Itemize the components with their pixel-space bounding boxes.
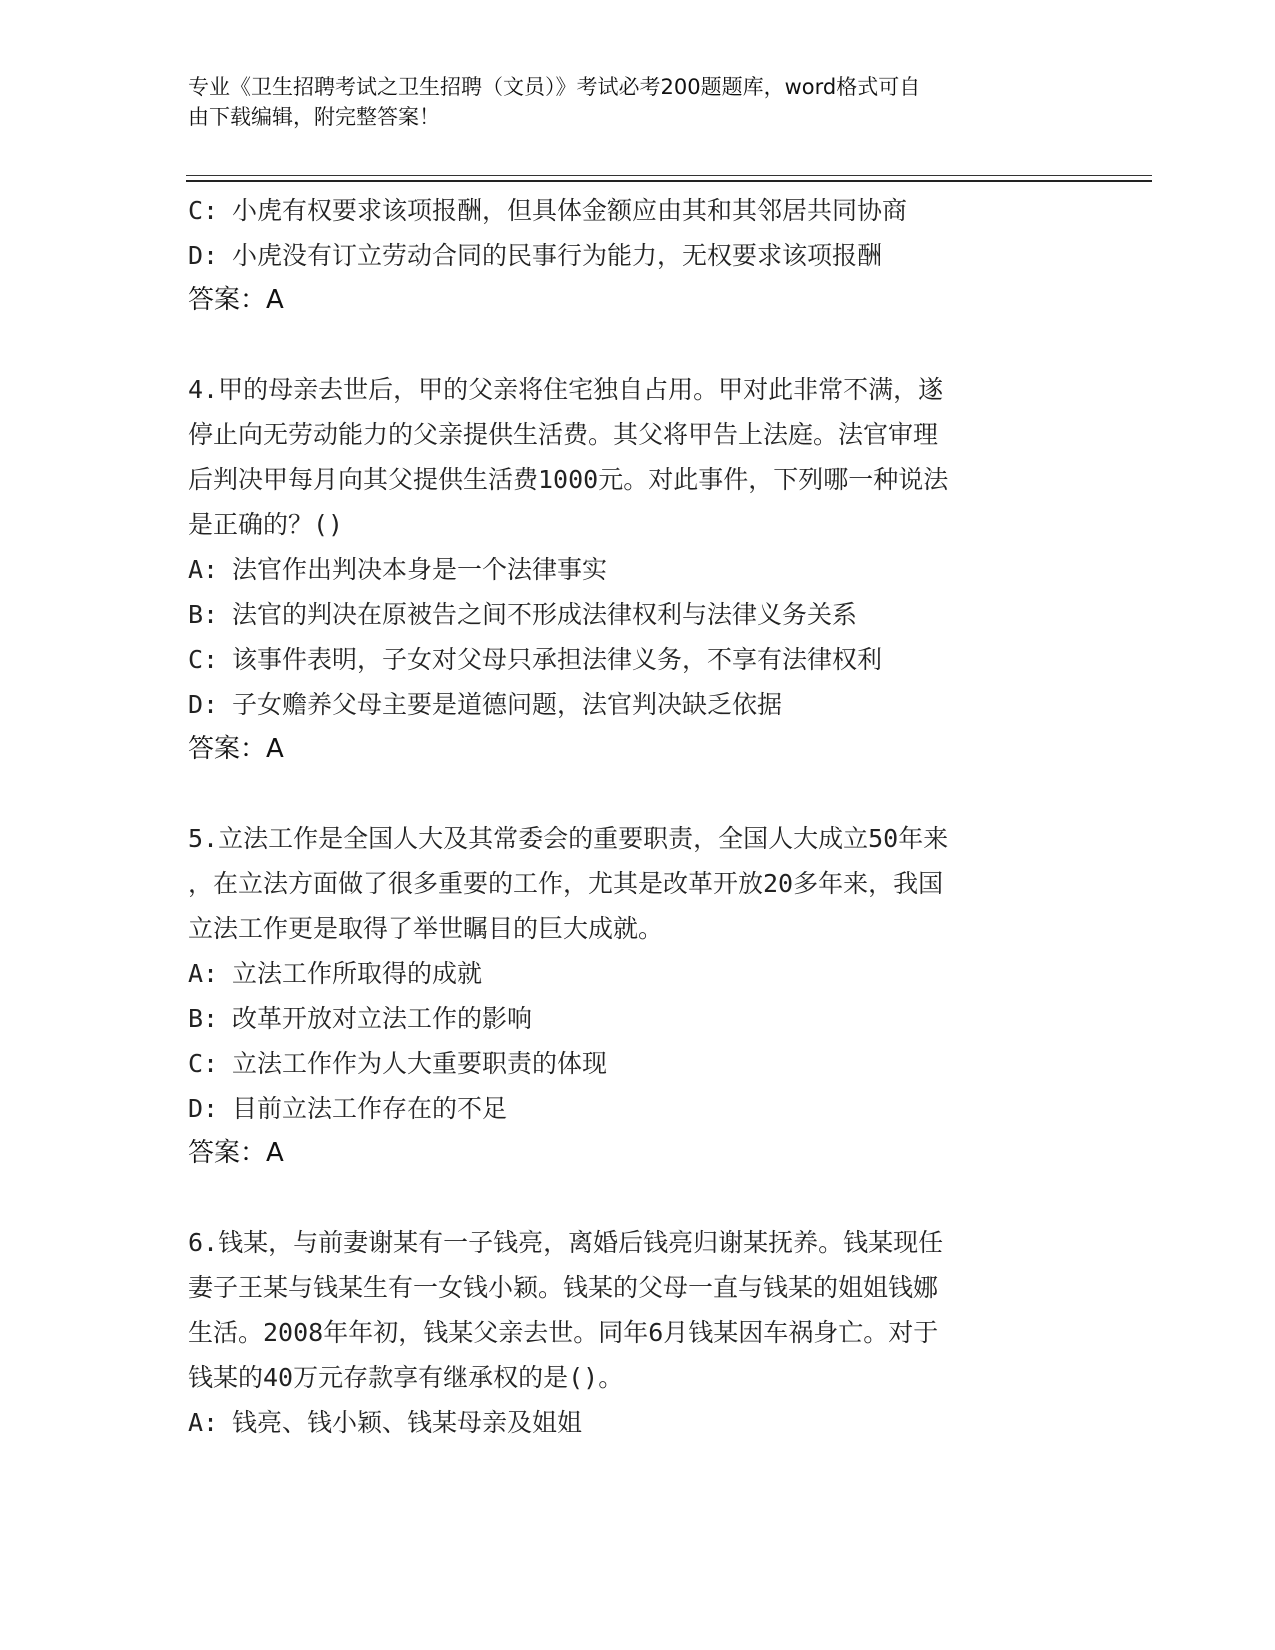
spacer bbox=[188, 1176, 1078, 1220]
option-letter: D: bbox=[188, 690, 219, 719]
spacer bbox=[188, 323, 1078, 367]
option-text: 小虎没有订立劳动合同的民事行为能力，无权要求该项报酬 bbox=[232, 241, 883, 270]
option-text: 子女赡养父母主要是道德问题，法官判决缺乏依据 bbox=[232, 690, 783, 719]
header-divider-thin bbox=[186, 175, 1152, 176]
answer-line: 答案：A bbox=[188, 285, 284, 315]
question-stem-line: 是正确的？() bbox=[188, 510, 344, 539]
option-letter: B: bbox=[188, 1004, 219, 1033]
option-text: 法官的判决在原被告之间不形成法律权利与法律义务关系 bbox=[232, 600, 858, 629]
option-letter: B: bbox=[188, 600, 219, 629]
option-c bbox=[188, 1041, 1078, 1086]
option-d bbox=[188, 233, 1078, 278]
option-text: 立法工作作为人大重要职责的体现 bbox=[232, 1049, 608, 1078]
header-line-2: 由下载编辑，附完整答案！ bbox=[188, 105, 440, 129]
option-text: 改革开放对立法工作的影响 bbox=[232, 1004, 533, 1033]
header-line-1: 专业《卫生招聘考试之卫生招聘（文员）》考试必考200题题库，word格式可自 bbox=[188, 75, 921, 99]
option-text: 立法工作所取得的成就 bbox=[232, 959, 483, 988]
option-a bbox=[188, 1400, 1078, 1445]
option-b bbox=[188, 996, 1078, 1041]
option-c bbox=[188, 637, 1078, 682]
question-stem-line: 5.立法工作是全国人大及其常委会的重要职责，全国人大成立50年来 bbox=[188, 824, 949, 853]
option-letter: C: bbox=[188, 645, 219, 674]
option-d bbox=[188, 1086, 1078, 1131]
option-text: 目前立法工作存在的不足 bbox=[232, 1094, 508, 1123]
option-text: 该事件表明，子女对父母只承担法律义务，不享有法律权利 bbox=[232, 645, 883, 674]
question-stem-line: ，在立法方面做了很多重要的工作，尤其是改革开放20多年来，我国 bbox=[188, 869, 944, 898]
question-stem-line: 生活。2008年年初，钱某父亲去世。同年6月钱某因车祸身亡。对于 bbox=[188, 1318, 939, 1347]
answer-line: 答案：A bbox=[188, 734, 284, 764]
option-letter: D: bbox=[188, 241, 219, 270]
answer-line: 答案：A bbox=[188, 1138, 284, 1168]
option-letter: C: bbox=[188, 1049, 219, 1078]
document-header bbox=[188, 72, 1068, 132]
question-3-tail bbox=[188, 188, 1078, 323]
option-letter: A: bbox=[188, 555, 219, 584]
option-text: 法官作出判决本身是一个法律事实 bbox=[232, 555, 608, 584]
option-c bbox=[188, 188, 1078, 233]
option-letter: C: bbox=[188, 196, 219, 225]
option-b bbox=[188, 592, 1078, 637]
option-text: 钱亮、钱小颖、钱某母亲及姐姐 bbox=[232, 1408, 583, 1437]
header-divider-thick bbox=[186, 180, 1152, 182]
option-letter: A: bbox=[188, 1408, 219, 1437]
option-letter: A: bbox=[188, 959, 219, 988]
question-stem-line: 后判决甲每月向其父提供生活费1000元。对此事件，下列哪一种说法 bbox=[188, 465, 949, 494]
question-4 bbox=[188, 367, 1078, 772]
question-6 bbox=[188, 1220, 1078, 1445]
question-stem-line: 立法工作更是取得了举世瞩目的巨大成就。 bbox=[188, 914, 664, 943]
question-stem-line: 4.甲的母亲去世后，甲的父亲将住宅独自占用。甲对此非常不满，遂 bbox=[188, 375, 944, 404]
question-stem-line: 6.钱某，与前妻谢某有一子钱亮，离婚后钱亮归谢某抚养。钱某现任 bbox=[188, 1228, 944, 1257]
question-stem-line: 妻子王某与钱某生有一女钱小颖。钱某的父母一直与钱某的姐姐钱娜 bbox=[188, 1273, 939, 1302]
option-a bbox=[188, 951, 1078, 996]
question-list bbox=[188, 188, 1078, 1445]
spacer bbox=[188, 772, 1078, 816]
option-letter: D: bbox=[188, 1094, 219, 1123]
option-a bbox=[188, 547, 1078, 592]
option-text: 小虎有权要求该项报酬，但具体金额应由其和其邻居共同协商 bbox=[232, 196, 908, 225]
option-d bbox=[188, 682, 1078, 727]
question-stem-line: 钱某的40万元存款享有继承权的是()。 bbox=[188, 1363, 624, 1392]
question-stem-line: 停止向无劳动能力的父亲提供生活费。其父将甲告上法庭。法官审理 bbox=[188, 420, 939, 449]
question-5 bbox=[188, 816, 1078, 1176]
